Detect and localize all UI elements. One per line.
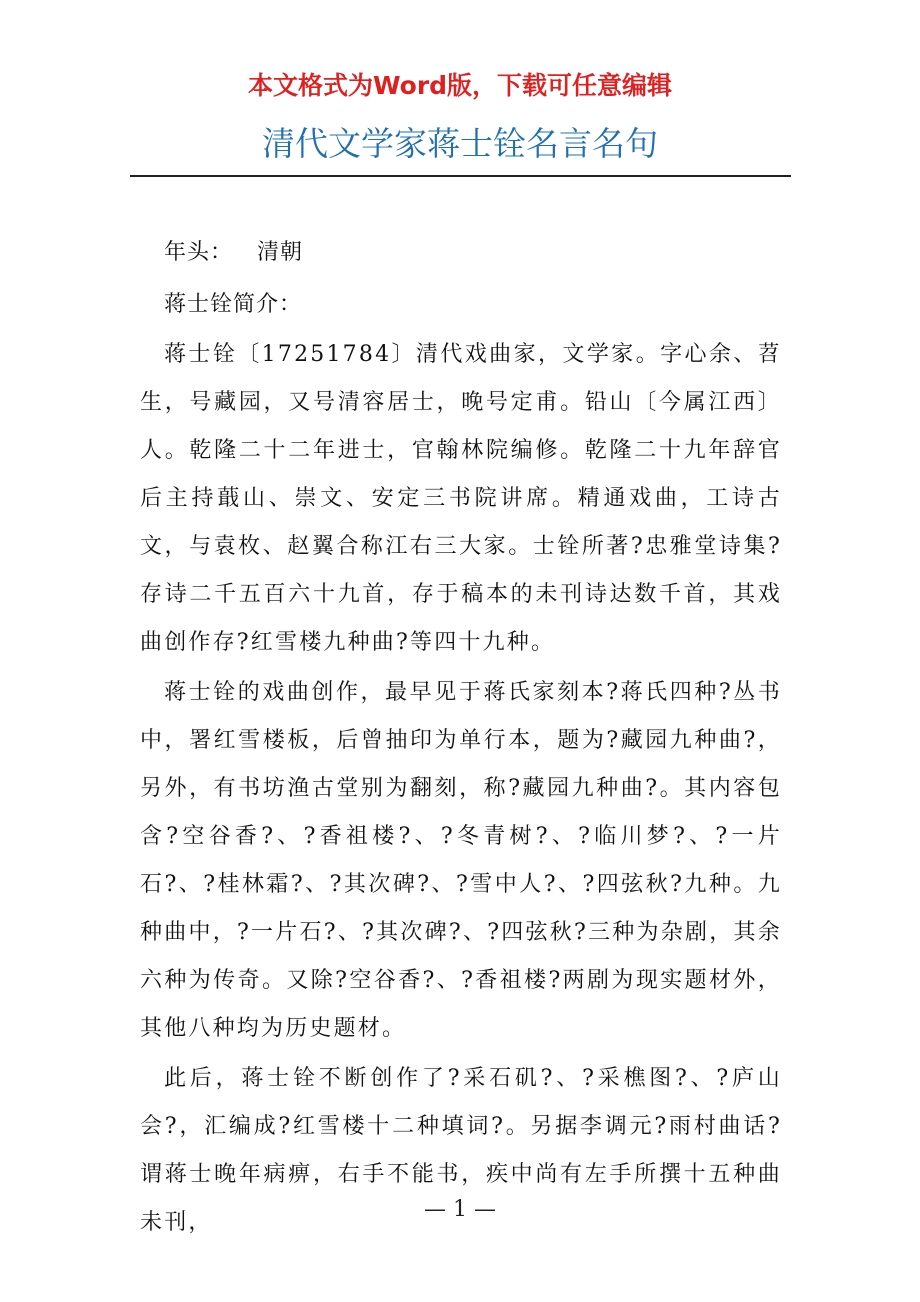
paragraph-biography: 蒋士铨〔17251784〕清代戏曲家，文学家。字心余、苕生，号藏园，又号清容居士，晚号定甫。铅山〔今属江西〕人。乾隆二十二年进士，官翰林院编修。乾隆二十九年辞官后主持蕺山、崇文、安定三书院讲席。精通戏曲，工诗古文，与袁枚、赵翼合称江右三大家。士铨所著?忠雅堂诗集?存诗二千五百六十九首，存于稿本的未刊诗达数千首，其戏曲创作存?红雪楼九种曲?等四十九种。: [140, 342, 782, 655]
era-value: 清朝: [257, 240, 304, 265]
page-number: — 1 —: [424, 1197, 496, 1222]
title-divider: [130, 175, 791, 177]
era-label: 年头：: [164, 240, 234, 265]
format-banner: 本文格式为Word版，下载可任意编辑: [247, 71, 673, 100]
paragraph-drama-works: 蒋士铨的戏曲创作，最早见于蒋氏家刻本?蒋氏四种?丛书中，署红雪楼板，后曾抽印为单行本，题为?藏园九种曲?，另外，有书坊渔古堂别为翻刻，称?藏园九种曲?。其内容包含?空谷香?、?香祖楼?、?冬青树?、?临川梦?、?一片石?、?桂林霜?、?其次碑?、?雪中人?、?四弦秋?九种。九种曲中，?一片石?、?其次碑?、?四弦秋?三种为杂剧，其余六种为传奇。又除?空谷香?、?香祖楼?两剧为现实题材外，其他八种均为历史题材。: [140, 680, 782, 1041]
document-body: [140, 227, 782, 1247]
intro-heading: 蒋士铨简介：: [164, 292, 303, 317]
page-title: 清代文学家蒋士铨名言名句: [262, 124, 658, 163]
paragraph-later-works: 此后，蒋士铨不断创作了?采石矶?、?采樵图?、?庐山会?，汇编成?红雪楼十二种填词?。另据李调元?雨村曲话?谓蒋士晚年病痹，右手不能书，疾中尚有左手所撰十五种曲未刊，: [140, 1066, 782, 1235]
era-line: [140, 227, 782, 279]
